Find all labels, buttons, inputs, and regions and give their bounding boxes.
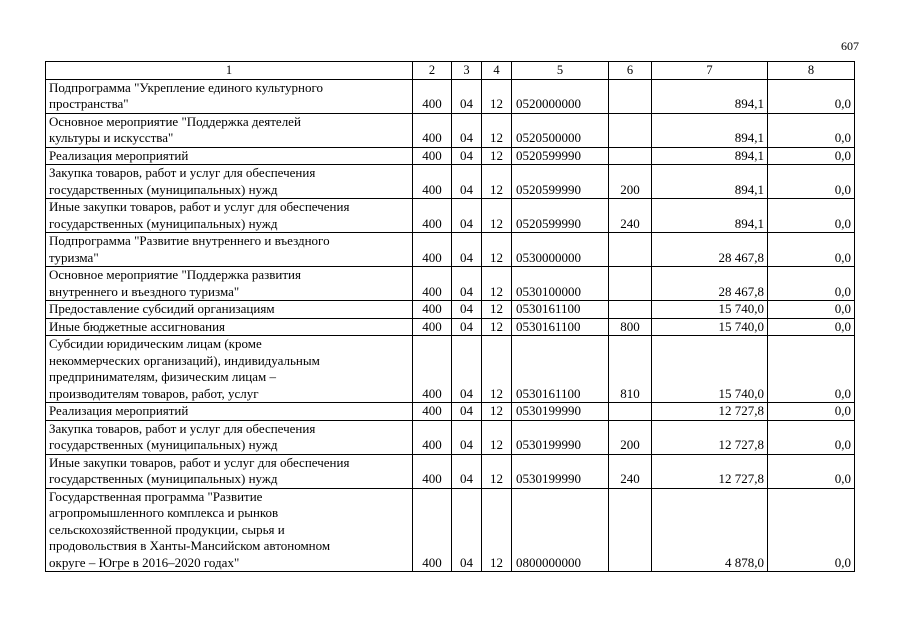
amount-cell: 0,0 (768, 336, 855, 403)
ministry-code-cell: 400 (413, 420, 452, 454)
row-name-cell: Основное мероприятие "Поддержка деятелей культуры и искусства" (46, 113, 413, 147)
target-item-cell: 0520599990 (512, 165, 609, 199)
amount-cell: 28 467,8 (652, 267, 768, 301)
row-name-cell: Основное мероприятие "Поддержка развития внутреннего и въездного туризма" (46, 267, 413, 301)
page-number: 607 (841, 39, 859, 53)
table-row (46, 267, 855, 301)
section-code-cell: 04 (452, 113, 482, 147)
expense-type-cell (609, 79, 652, 113)
subsection-code-cell: 12 (482, 267, 512, 301)
column-header: 5 (512, 62, 609, 80)
target-item-cell: 0520599990 (512, 199, 609, 233)
table-row (46, 301, 855, 319)
table-row (46, 79, 855, 113)
expense-type-cell: 200 (609, 420, 652, 454)
column-header: 7 (652, 62, 768, 80)
expense-type-cell (609, 403, 652, 421)
column-header: 6 (609, 62, 652, 80)
row-name-cell: Субсидии юридическим лицам (кроме некоммерческих организаций), индивидуальным предпринимателям, физическим лицам – производителям товаров, работ, услуг (46, 336, 413, 403)
subsection-code-cell: 12 (482, 199, 512, 233)
target-item-cell: 0530199990 (512, 454, 609, 488)
subsection-code-cell: 12 (482, 488, 512, 572)
ministry-code-cell: 400 (413, 318, 452, 336)
amount-cell: 894,1 (652, 113, 768, 147)
ministry-code-cell: 400 (413, 454, 452, 488)
ministry-code-cell: 400 (413, 147, 452, 165)
row-name-cell: Иные закупки товаров, работ и услуг для обеспечения государственных (муниципальных) нужд (46, 199, 413, 233)
subsection-code-cell: 12 (482, 147, 512, 165)
subsection-code-cell: 12 (482, 420, 512, 454)
column-header: 2 (413, 62, 452, 80)
amount-cell: 0,0 (768, 165, 855, 199)
amount-cell: 0,0 (768, 420, 855, 454)
amount-cell: 12 727,8 (652, 403, 768, 421)
column-header: 3 (452, 62, 482, 80)
section-code-cell: 04 (452, 403, 482, 421)
subsection-code-cell: 12 (482, 318, 512, 336)
ministry-code-cell: 400 (413, 336, 452, 403)
table-header-row (46, 62, 855, 80)
section-code-cell: 04 (452, 233, 482, 267)
amount-cell: 0,0 (768, 318, 855, 336)
ministry-code-cell: 400 (413, 233, 452, 267)
ministry-code-cell: 400 (413, 165, 452, 199)
expense-type-cell (609, 301, 652, 319)
table-row (46, 113, 855, 147)
row-name-cell: Подпрограмма "Развитие внутреннего и въездного туризма" (46, 233, 413, 267)
table-row (46, 403, 855, 421)
section-code-cell: 04 (452, 301, 482, 319)
table-row (46, 488, 855, 572)
table-row (46, 336, 855, 403)
amount-cell: 0,0 (768, 488, 855, 572)
section-code-cell: 04 (452, 199, 482, 233)
amount-cell: 4 878,0 (652, 488, 768, 572)
expense-type-cell (609, 233, 652, 267)
table-row (46, 318, 855, 336)
section-code-cell: 04 (452, 336, 482, 403)
section-code-cell: 04 (452, 454, 482, 488)
target-item-cell: 0530161100 (512, 301, 609, 319)
amount-cell: 894,1 (652, 147, 768, 165)
budget-table (45, 61, 855, 572)
expense-type-cell: 240 (609, 454, 652, 488)
amount-cell: 15 740,0 (652, 301, 768, 319)
amount-cell: 0,0 (768, 147, 855, 165)
section-code-cell: 04 (452, 165, 482, 199)
section-code-cell: 04 (452, 318, 482, 336)
subsection-code-cell: 12 (482, 301, 512, 319)
table-row (46, 165, 855, 199)
section-code-cell: 04 (452, 267, 482, 301)
row-name-cell: Предоставление субсидий организациям (46, 301, 413, 319)
target-item-cell: 0530000000 (512, 233, 609, 267)
table-body (46, 62, 855, 572)
ministry-code-cell: 400 (413, 488, 452, 572)
amount-cell: 0,0 (768, 199, 855, 233)
table-row (46, 147, 855, 165)
row-name-cell: Закупка товаров, работ и услуг для обеспечения государственных (муниципальных) нужд (46, 165, 413, 199)
target-item-cell: 0520000000 (512, 79, 609, 113)
row-name-cell: Реализация мероприятий (46, 147, 413, 165)
subsection-code-cell: 12 (482, 454, 512, 488)
target-item-cell: 0530161100 (512, 336, 609, 403)
target-item-cell: 0530199990 (512, 403, 609, 421)
target-item-cell: 0800000000 (512, 488, 609, 572)
amount-cell: 0,0 (768, 233, 855, 267)
row-name-cell: Закупка товаров, работ и услуг для обеспечения государственных (муниципальных) нужд (46, 420, 413, 454)
amount-cell: 28 467,8 (652, 233, 768, 267)
subsection-code-cell: 12 (482, 79, 512, 113)
column-header: 4 (482, 62, 512, 80)
amount-cell: 894,1 (652, 79, 768, 113)
target-item-cell: 0530161100 (512, 318, 609, 336)
row-name-cell: Иные бюджетные ассигнования (46, 318, 413, 336)
target-item-cell: 0530199990 (512, 420, 609, 454)
ministry-code-cell: 400 (413, 301, 452, 319)
ministry-code-cell: 400 (413, 113, 452, 147)
amount-cell: 12 727,8 (652, 454, 768, 488)
amount-cell: 0,0 (768, 403, 855, 421)
amount-cell: 15 740,0 (652, 318, 768, 336)
amount-cell: 0,0 (768, 267, 855, 301)
table-row (46, 199, 855, 233)
table-row (46, 233, 855, 267)
expense-type-cell: 200 (609, 165, 652, 199)
expense-type-cell (609, 147, 652, 165)
amount-cell: 12 727,8 (652, 420, 768, 454)
section-code-cell: 04 (452, 79, 482, 113)
expense-type-cell (609, 113, 652, 147)
amount-cell: 0,0 (768, 113, 855, 147)
amount-cell: 0,0 (768, 79, 855, 113)
ministry-code-cell: 400 (413, 199, 452, 233)
table-row (46, 420, 855, 454)
section-code-cell: 04 (452, 147, 482, 165)
amount-cell: 0,0 (768, 301, 855, 319)
subsection-code-cell: 12 (482, 403, 512, 421)
column-header: 8 (768, 62, 855, 80)
target-item-cell: 0530100000 (512, 267, 609, 301)
subsection-code-cell: 12 (482, 165, 512, 199)
expense-type-cell: 810 (609, 336, 652, 403)
column-header: 1 (46, 62, 413, 80)
expense-type-cell: 240 (609, 199, 652, 233)
ministry-code-cell: 400 (413, 403, 452, 421)
amount-cell: 894,1 (652, 165, 768, 199)
amount-cell: 894,1 (652, 199, 768, 233)
section-code-cell: 04 (452, 488, 482, 572)
table-row (46, 454, 855, 488)
amount-cell: 15 740,0 (652, 336, 768, 403)
amount-cell: 0,0 (768, 454, 855, 488)
ministry-code-cell: 400 (413, 79, 452, 113)
target-item-cell: 0520599990 (512, 147, 609, 165)
expense-type-cell: 800 (609, 318, 652, 336)
ministry-code-cell: 400 (413, 267, 452, 301)
subsection-code-cell: 12 (482, 233, 512, 267)
subsection-code-cell: 12 (482, 113, 512, 147)
expense-type-cell (609, 488, 652, 572)
row-name-cell: Реализация мероприятий (46, 403, 413, 421)
row-name-cell: Иные закупки товаров, работ и услуг для обеспечения государственных (муниципальных) нужд (46, 454, 413, 488)
expense-type-cell (609, 267, 652, 301)
target-item-cell: 0520500000 (512, 113, 609, 147)
row-name-cell: Подпрограмма "Укрепление единого культурного пространства" (46, 79, 413, 113)
section-code-cell: 04 (452, 420, 482, 454)
row-name-cell: Государственная программа "Развитие агропромышленного комплекса и рынков сельскохозяйственной продукции, сырья и продовольствия в Ханты-Мансийском автономном округе – Югре в 2016–2020 годах" (46, 488, 413, 572)
subsection-code-cell: 12 (482, 336, 512, 403)
